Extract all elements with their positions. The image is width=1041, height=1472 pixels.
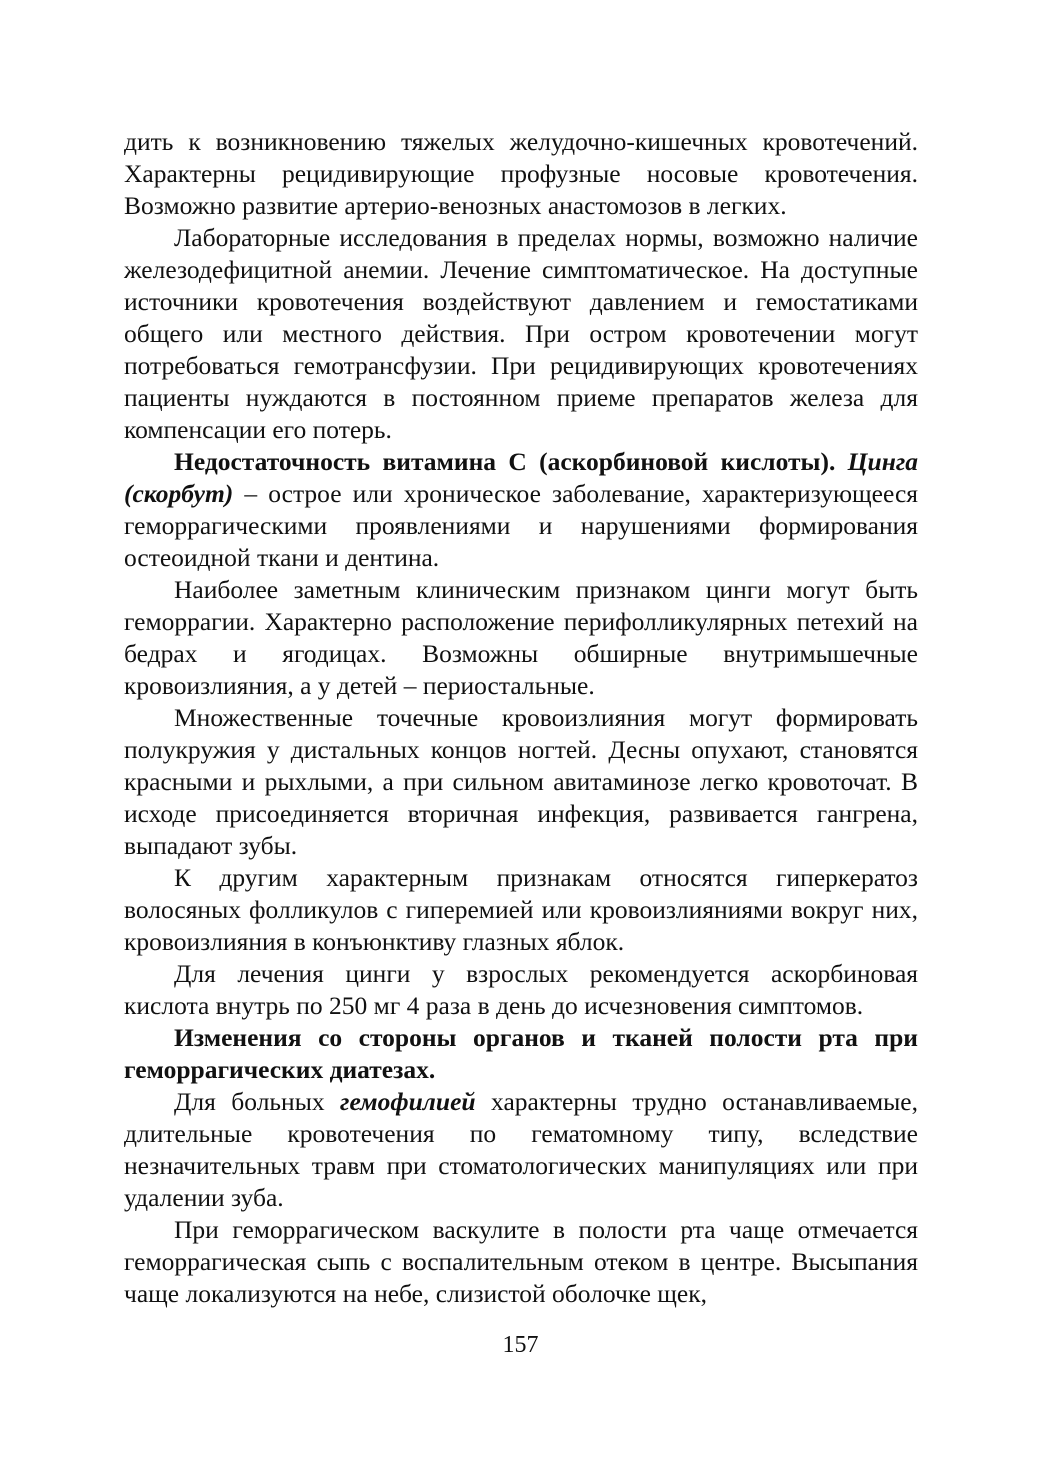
paragraph-9-text-end: характерны трудно останавливаемые, длительные кровотечения по гематомному типу, вследствие незначительных травм при стоматологических манипуляциях или при удалении зуба.	[124, 1087, 919, 1212]
paragraph-2	[124, 222, 918, 446]
term-hemophilia: гемофилией	[340, 1087, 476, 1116]
paragraph-2-text: Лабораторные исследования в пределах нормы, возможно наличие железодефицитной анемии. Лечение симптоматическое. На доступные источники кровотечения воздействуют давлением и гемостатиками общего или местного действия. При остром кровотечении могут потребоваться гемотрансфузии. При рецидивирующих кровотечениях пациенты нуждаются в постоянном приеме препаратов железа для компенсации его потерь.	[124, 223, 918, 444]
paragraph-3-vitamin-c	[124, 446, 918, 574]
paragraph-6	[124, 862, 918, 958]
paragraph-7	[124, 958, 918, 1022]
paragraph-5	[124, 702, 918, 862]
paragraph-9-text-start: Для больных	[174, 1087, 341, 1116]
page-body	[124, 126, 918, 1310]
paragraph-9	[124, 1086, 918, 1214]
paragraph-4	[124, 574, 918, 702]
paragraph-1	[124, 126, 918, 222]
paragraph-8-heading	[124, 1022, 918, 1086]
paragraph-3-text: – острое или хроническое заболевание, характеризующееся геморрагическими проявлениями и нарушениями формирования остеоидной ткани и дентина.	[124, 479, 918, 572]
term-scurvy: Цинга (скорбут)	[124, 447, 919, 508]
paragraph-3-space	[835, 447, 847, 476]
section-heading-oral-changes: Изменения со стороны органов и тканей полости рта при геморрагических диатезах.	[124, 1023, 918, 1084]
paragraph-6-text: К другим характерным признакам относятся гиперкератоз волосяных фолликулов с гиперемией или кровоизлияниями вокруг них, кровоизлияния в конъюнктиву глазных яблок.	[124, 863, 918, 956]
paragraph-4-text: Наиболее заметным клиническим признаком цинги могут быть геморрагии. Характерно расположение перифолликулярных петехий на бедрах и ягодицах. Возможны обширные внутримышечные кровоизлияния, а у детей – периостальные.	[124, 575, 918, 700]
paragraph-10-text: При геморрагическом васкулите в полости рта чаще отмечается геморрагическая сыпь с воспалительным отеком в центре. Высыпания чаще локализуются на небе, слизистой оболочке щек,	[124, 1215, 918, 1308]
section-heading-vitamin-c: Недостаточность витамина С (аскорбиновой кислоты).	[174, 447, 836, 476]
paragraph-1-text: дить к возникновению тяжелых желудочно-кишечных кровотечений. Характерны рецидивирующие профузные носовые кровотечения. Возможно развитие артерио-венозных анастомозов в легких.	[124, 127, 918, 220]
paragraph-10	[124, 1214, 918, 1310]
paragraph-5-text: Множественные точечные кровоизлияния могут формировать полукружия у дистальных концов ногтей. Десны опухают, становятся красными и рыхлыми, а при сильном авитаминозе легко кровоточат. В исходе присоединяется вторичная инфекция, развивается гангрена, выпадают зубы.	[124, 703, 918, 860]
paragraph-7-text: Для лечения цинги у взрослых рекомендуется аскорбиновая кислота внутрь по 250 мг 4 раза в день до исчезновения симптомов.	[124, 959, 918, 1020]
page-number: 157	[502, 1332, 539, 1358]
